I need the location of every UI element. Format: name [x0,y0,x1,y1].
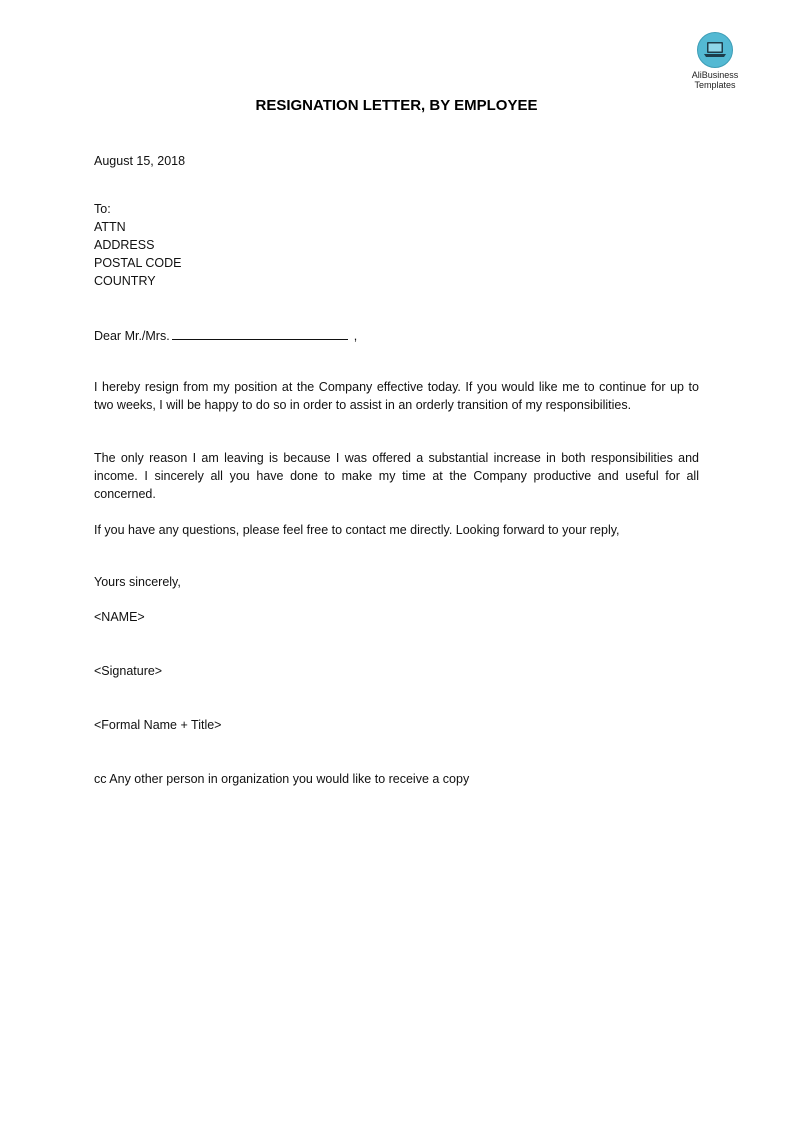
recipient-address: ADDRESS [94,238,155,252]
logo-text [680,70,750,90]
body-paragraph-3: If you have any questions, please feel free to contact me directly. Looking forward to your reply, [94,523,620,537]
logo-line-2: Templates [694,80,736,90]
cc-line: cc Any other person in organization you would like to receive a copy [94,772,470,786]
recipient-attn: ATTN [94,220,126,234]
salutation [94,327,357,345]
recipient-country: COUNTRY [94,274,156,288]
sender-signature: <Signature> [94,664,163,678]
body-paragraph-2: The only reason I am leaving is because I was offered a substantial increase in both responsibilities and income. I sincerely all you have done to make my time at the Company productive and useful for all concerned. [94,451,699,501]
letter-date: August 15, 2018 [94,154,186,168]
laptop-icon [697,32,733,68]
recipient-name-blank [172,327,348,340]
document-title: RESIGNATION LETTER, BY EMPLOYEE [255,97,538,114]
salutation-prefix: Dear Mr./Mrs. [94,329,170,343]
alibusiness-logo [680,32,750,90]
sender-name: <NAME> [94,610,145,624]
body-paragraph-1: I hereby resign from my position at the Company effective today. If you would like me to continue for up to two weeks, I will be happy to do so in order to assist in an orderly transition of my responsibilities. [94,380,699,412]
recipient-postal-code: POSTAL CODE [94,256,182,270]
sign-off: Yours sincerely, [94,575,181,589]
sender-formal-name: <Formal Name + Title> [94,718,222,732]
salutation-comma: , [353,329,358,343]
recipient-to: To: [94,202,111,216]
logo-line-1: AliBusiness [691,70,739,80]
